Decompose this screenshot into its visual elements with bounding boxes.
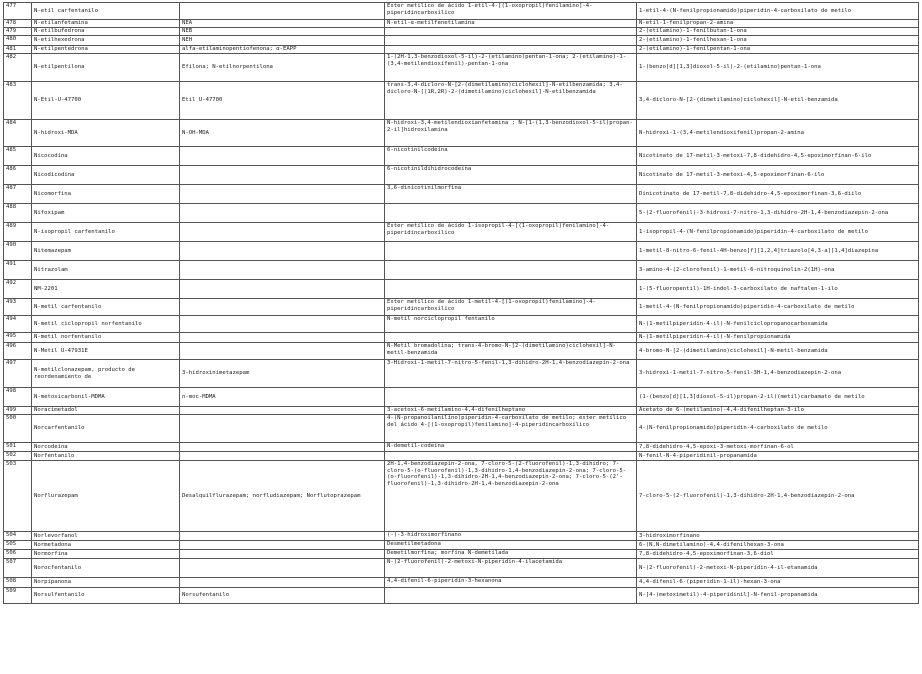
row-number-cell: 493 <box>4 299 32 316</box>
other-name-cell: 4,4-difenil-6-piperidin-3-hexanona <box>385 578 637 588</box>
substance-name-cell: Norcodeína <box>32 443 180 452</box>
iupac-name-cell: N-(1-metilpiperidin-4-il)-N-fenilciclopropanocarboxamida <box>637 316 919 333</box>
substance-name-cell: Normetadona <box>32 541 180 550</box>
row-number-cell: 480 <box>4 36 32 46</box>
substance-name-cell: N-etilhexedrona <box>32 36 180 46</box>
other-name-cell <box>385 261 637 280</box>
other-name-cell: 2H-1,4-benzodiazepin-2-ona, 7-cloro-5-(2-fluorofenil)-1,3-dihidro; 7-cloro-5-(o-fluorofenil)-1,3-dihidro-1,4-benzodiazepin-2-ona; 7-cloro-5-(o-fluorofenil)-1,3-dihidro-2H-1,4-benzodiazepin-2-ona; 7-cloro-5-(2'-fluorofenil)-1,3-dihidro-2H-1,4-benzodiazepin-2-ona <box>385 461 637 532</box>
synonym-cell <box>180 316 385 333</box>
iupac-name-cell: N-(2-fluorofenil)-2-metoxi-N-piperidin-4-il-etanamida <box>637 559 919 578</box>
row-number-cell: 503 <box>4 461 32 532</box>
table-row <box>4 185 919 204</box>
row-number-cell: 504 <box>4 532 32 541</box>
substance-name-cell: Norocfentanilo <box>32 559 180 578</box>
row-number-cell: 481 <box>4 46 32 54</box>
synonym-cell: NEA <box>180 20 385 28</box>
table-row <box>4 316 919 333</box>
substance-name-cell: N-etilbufedrona <box>32 28 180 36</box>
substances-table <box>3 2 919 604</box>
substance-name-cell: N-metil norfentanilo <box>32 333 180 343</box>
other-name-cell: N-(2-fluorofenil)-2-metoxi-N-piperidin-4-ilacetamida <box>385 559 637 578</box>
other-name-cell: 6-nicotinildihidrocodeína <box>385 166 637 185</box>
table-row <box>4 343 919 360</box>
iupac-name-cell: 7,8-didehidro-4,5-epoxi-3-metoxi-morfinan-6-ol <box>637 443 919 452</box>
other-name-cell: 3-Hidroxi-1-metil-7-nitro-5-fenil-1,3-dihidro-2H-1,4-benzodiazepin-2-ona <box>385 360 637 388</box>
row-number-cell: 487 <box>4 185 32 204</box>
other-name-cell <box>385 46 637 54</box>
substance-name-cell: N-metilclonazepam, producto de reordenamiento de <box>32 360 180 388</box>
substance-name-cell: N-etilpentedrona <box>32 46 180 54</box>
substance-name-cell: Nitrazolam <box>32 261 180 280</box>
substance-name-cell: Nicodicodina <box>32 166 180 185</box>
substance-name-cell: N-Etil-U-47700 <box>32 82 180 120</box>
substance-name-cell: Norsulfentanilo <box>32 588 180 604</box>
substance-name-cell: Norfentanilo <box>32 452 180 461</box>
iupac-name-cell: 3-hidroximorfinano <box>637 532 919 541</box>
iupac-name-cell: 2-(etilamino)-1-fenilbutan-1-ona <box>637 28 919 36</box>
table-row <box>4 54 919 82</box>
substance-name-cell: N-Metil U-47931E <box>32 343 180 360</box>
iupac-name-cell: 2-(etilamino)-1-fenilpentan-1-ona <box>637 46 919 54</box>
row-number-cell: 489 <box>4 223 32 242</box>
row-number-cell: 496 <box>4 343 32 360</box>
other-name-cell: 6-nicotinilcodeína <box>385 147 637 166</box>
iupac-name-cell: 7-cloro-5-(2-fluorofenil)-1,3-dihidro-2H-1,4-benzodiazepin-2-ona <box>637 461 919 532</box>
other-name-cell: Éster metílico de ácido 1-etil-4-[(1-oxopropil)fenilamino]-4-piperidincarboxílico <box>385 3 637 20</box>
substance-name-cell: Norpipanona <box>32 578 180 588</box>
table-row <box>4 333 919 343</box>
table-row <box>4 242 919 261</box>
table-row <box>4 223 919 242</box>
table-row <box>4 415 919 443</box>
synonym-cell <box>180 343 385 360</box>
other-name-cell: Demetilmorfina; morfina N-demetilada <box>385 550 637 559</box>
iupac-name-cell: (1-(benzo[d][1,3]dioxol-5-il)propan-2-il)(metil)carbamato de metilo <box>637 388 919 407</box>
table-row <box>4 147 919 166</box>
other-name-cell: Desmetilmetadona <box>385 541 637 550</box>
substance-name-cell: N-etil carfentanilo <box>32 3 180 20</box>
synonym-cell: Desalquilflurazepam; norfludiazepam; Norflutoprazepam <box>180 461 385 532</box>
iupac-name-cell: 3,4-dicloro-N-[2-(dimetilamino)ciclohexil]-N-etil-benzamida <box>637 82 919 120</box>
table-row <box>4 166 919 185</box>
iupac-name-cell: 7,8-didehidro-4,5-epoximorfinan-3,6-diol <box>637 550 919 559</box>
synonym-cell <box>180 550 385 559</box>
row-number-cell: 477 <box>4 3 32 20</box>
other-name-cell: N-metil norciclopropil fentanilo <box>385 316 637 333</box>
other-name-cell: 4-(N-propanoilanilino)piperidin-4-carboxilato de metilo; éster metílico del ácido 4-[(1-oxopropil)fenilamino]-4-piperidincarboxílico <box>385 415 637 443</box>
row-number-cell: 501 <box>4 443 32 452</box>
iupac-name-cell: Acetato de 6-(metilamino)-4,4-difenilheptan-3-ilo <box>637 407 919 415</box>
table-row <box>4 443 919 452</box>
table-row <box>4 550 919 559</box>
synonym-cell <box>180 443 385 452</box>
substance-name-cell: N-metil carfentanilo <box>32 299 180 316</box>
other-name-cell: N-etil-α-metilfenetilamina <box>385 20 637 28</box>
synonym-cell: 3-hidroxinimetazepam <box>180 360 385 388</box>
row-number-cell: 484 <box>4 120 32 147</box>
synonym-cell <box>180 166 385 185</box>
substance-name-cell: N-isopropil carfentanilo <box>32 223 180 242</box>
table-row <box>4 3 919 20</box>
row-number-cell: 486 <box>4 166 32 185</box>
row-number-cell: 505 <box>4 541 32 550</box>
other-name-cell: trans-3,4-dicloro-N-[2-(dimetilamino)ciclohexil]-N-etilbenzamida; 3,4-dicloro-N-[(1R,2R)-2-(dimetilamino)ciclohexil]-N-etilbenzamida <box>385 82 637 120</box>
substance-name-cell: Norflurazepam <box>32 461 180 532</box>
synonym-cell: N-OH-MDA <box>180 120 385 147</box>
other-name-cell: N-Metil bromadolina; trans-4-bromo-N-[2-(dimetilamino)ciclohexil]-N-metil-benzamida <box>385 343 637 360</box>
substance-name-cell: NM-2201 <box>32 280 180 299</box>
row-number-cell: 494 <box>4 316 32 333</box>
other-name-cell <box>385 280 637 299</box>
iupac-name-cell: 1-(benzo[d][1,3]dioxol-5-il)-2-(etilamino)pentan-1-ona <box>637 54 919 82</box>
table-body <box>4 3 919 604</box>
synonym-cell: NEB <box>180 28 385 36</box>
table-row <box>4 28 919 36</box>
table-row <box>4 280 919 299</box>
table-row <box>4 588 919 604</box>
substance-name-cell: N-hidroxi-MDA <box>32 120 180 147</box>
table-row <box>4 452 919 461</box>
row-number-cell: 497 <box>4 360 32 388</box>
other-name-cell <box>385 588 637 604</box>
substance-name-cell: Normorfina <box>32 550 180 559</box>
iupac-name-cell: N-hidroxi-1-(3,4-metilendioxifenil)propan-2-amina <box>637 120 919 147</box>
row-number-cell: 498 <box>4 388 32 407</box>
synonym-cell <box>180 185 385 204</box>
substance-name-cell: Nicocodina <box>32 147 180 166</box>
table-row <box>4 559 919 578</box>
synonym-cell <box>180 204 385 223</box>
synonym-cell: Efilona; N-etilnorpentilona <box>180 54 385 82</box>
substance-name-cell: Norlevorfanol <box>32 532 180 541</box>
synonym-cell <box>180 407 385 415</box>
row-number-cell: 509 <box>4 588 32 604</box>
synonym-cell <box>180 452 385 461</box>
iupac-name-cell: 3-hidroxi-1-metil-7-nitro-5-fenil-3H-1,4-benzodiazepin-2-ona <box>637 360 919 388</box>
other-name-cell: Éster metílico de ácido 1-metil-4-[(1-oxopropil)fenilamino]-4-piperidincarboxílico <box>385 299 637 316</box>
other-name-cell <box>385 452 637 461</box>
synonym-cell <box>180 242 385 261</box>
substance-name-cell: N-metoxicarbonil-MDMA <box>32 388 180 407</box>
row-number-cell: 488 <box>4 204 32 223</box>
iupac-name-cell: N-[4-(metoximetil)-4-piperidinil]-N-fenil-propanamida <box>637 588 919 604</box>
synonym-cell <box>180 261 385 280</box>
iupac-name-cell: N-etil-1-fenilpropan-2-amina <box>637 20 919 28</box>
synonym-cell <box>180 532 385 541</box>
row-number-cell: 485 <box>4 147 32 166</box>
table-row <box>4 388 919 407</box>
row-number-cell: 482 <box>4 54 32 82</box>
other-name-cell <box>385 204 637 223</box>
other-name-cell <box>385 36 637 46</box>
iupac-name-cell: 2-(etilamino)-1-fenilhexan-1-ona <box>637 36 919 46</box>
synonym-cell: Norsufentanilo <box>180 588 385 604</box>
other-name-cell: 1-(2H-1,3-benzodioxol-5-il)-2-(etilamino)pentan-1-ona; 2-(etilamino)-1-(3,4-metilendioxifenil)-pentan-1-ona <box>385 54 637 82</box>
row-number-cell: 478 <box>4 20 32 28</box>
synonym-cell: n-moc-MDMA <box>180 388 385 407</box>
synonym-cell <box>180 415 385 443</box>
row-number-cell: 508 <box>4 578 32 588</box>
iupac-name-cell: 1-(5-fluoropentil)-1H-indol-3-carboxilato de naftalen-1-ilo <box>637 280 919 299</box>
synonym-cell <box>180 3 385 20</box>
iupac-name-cell: N-(1-metilpiperidin-4-il)-N-fenilpropionamida <box>637 333 919 343</box>
table-row <box>4 541 919 550</box>
iupac-name-cell: Nicotinato de 17-metil-3-metoxi-4,5-epoximorfinan-6-ilo <box>637 166 919 185</box>
table-row <box>4 532 919 541</box>
synonym-cell: alfa-etilaminopentiofenona; α-EAPP <box>180 46 385 54</box>
other-name-cell <box>385 28 637 36</box>
substance-name-cell: N-etilanfetamina <box>32 20 180 28</box>
iupac-name-cell: 1-metil-4-(N-fenilpropionamido)piperidin-4-carboxilato de metilo <box>637 299 919 316</box>
row-number-cell: 483 <box>4 82 32 120</box>
synonym-cell <box>180 223 385 242</box>
row-number-cell: 495 <box>4 333 32 343</box>
other-name-cell: Éster metílico de ácido 1-isopropil-4-[(1-oxopropil)fenilamino]-4-piperidincarboxílico <box>385 223 637 242</box>
synonym-cell <box>180 578 385 588</box>
row-number-cell: 490 <box>4 242 32 261</box>
iupac-name-cell: 4,4-difenil-6-(piperidin-1-il)-hexan-3-ona <box>637 578 919 588</box>
row-number-cell: 491 <box>4 261 32 280</box>
synonym-cell <box>180 559 385 578</box>
other-name-cell <box>385 388 637 407</box>
row-number-cell: 502 <box>4 452 32 461</box>
iupac-name-cell: 4-(N-fenilpropionamido)piperidin-4-carboxilato de metilo <box>637 415 919 443</box>
substance-name-cell: Nitemazepam <box>32 242 180 261</box>
synonym-cell: Etil U-47700 <box>180 82 385 120</box>
substance-name-cell: N-etilpentilona <box>32 54 180 82</box>
row-number-cell: 500 <box>4 415 32 443</box>
other-name-cell: 3,6-dinicotinilmorfina <box>385 185 637 204</box>
row-number-cell: 507 <box>4 559 32 578</box>
row-number-cell: 499 <box>4 407 32 415</box>
other-name-cell: 3-acetoxi-6-metilamino-4,4-difenilheptano <box>385 407 637 415</box>
table-row <box>4 261 919 280</box>
table-row <box>4 461 919 532</box>
iupac-name-cell: Dinicotinato de 17-metil-7,8-didehidro-4,5-epoximorfinan-3,6-diilo <box>637 185 919 204</box>
table-row <box>4 299 919 316</box>
other-name-cell <box>385 333 637 343</box>
table-row <box>4 204 919 223</box>
substance-name-cell: Noracimetadol <box>32 407 180 415</box>
table-row <box>4 82 919 120</box>
iupac-name-cell: 4-bromo-N-[2-(dimetilamino)ciclohexil]-N-metil-benzamida <box>637 343 919 360</box>
table-row <box>4 407 919 415</box>
row-number-cell: 479 <box>4 28 32 36</box>
table-row <box>4 360 919 388</box>
other-name-cell: N-hidroxi-3,4-metilendioxianfetamina ; N-[1-(1,3-benzodioxol-5-il)propan-2-il]hidroxilamina <box>385 120 637 147</box>
iupac-name-cell: Nicotinato de 17-metil-3-metoxi-7,8-didehidro-4,5-epoximorfinan-6-ilo <box>637 147 919 166</box>
synonym-cell <box>180 299 385 316</box>
synonym-cell: NEH <box>180 36 385 46</box>
row-number-cell: 492 <box>4 280 32 299</box>
iupac-name-cell: 3-amino-4-(2-clorofenil)-1-metil-6-nitroquinolin-2(1H)-ona <box>637 261 919 280</box>
table-row <box>4 120 919 147</box>
iupac-name-cell: 5-(2-fluorofenil)-3-hidroxi-7-nitro-1,3-dihidro-2H-1,4-benzodiazepin-2-ona <box>637 204 919 223</box>
substance-name-cell: N-metil ciclopropil norfentanilo <box>32 316 180 333</box>
iupac-name-cell: 6-(N,N-dimetilamino)-4,4-difenilhexan-3-ona <box>637 541 919 550</box>
other-name-cell <box>385 242 637 261</box>
table-row <box>4 20 919 28</box>
table-row <box>4 36 919 46</box>
substance-name-cell: Norcarfentanilo <box>32 415 180 443</box>
table-row <box>4 578 919 588</box>
other-name-cell: N-demetil-codeína <box>385 443 637 452</box>
iupac-name-cell: 1-isopropil-4-(N-fenilpropionamido)piperidin-4-carboxilato de metilo <box>637 223 919 242</box>
synonym-cell <box>180 280 385 299</box>
synonym-cell <box>180 541 385 550</box>
other-name-cell: (-)-3-hidroximorfinano <box>385 532 637 541</box>
synonym-cell <box>180 147 385 166</box>
substance-name-cell: Nifoxipam <box>32 204 180 223</box>
synonym-cell <box>180 333 385 343</box>
iupac-name-cell: N-fenil-N-4-piperidinil-propanamida <box>637 452 919 461</box>
substance-name-cell: Nicomorfina <box>32 185 180 204</box>
row-number-cell: 506 <box>4 550 32 559</box>
iupac-name-cell: 1-metil-8-nitro-6-fenil-4H-benzo[f][1,2,4]triazolo[4,3-a][1,4]diazepina <box>637 242 919 261</box>
table-row <box>4 46 919 54</box>
iupac-name-cell: 1-etil-4-(N-fenilpropionamido)piperidin-4-carboxilato de metilo <box>637 3 919 20</box>
